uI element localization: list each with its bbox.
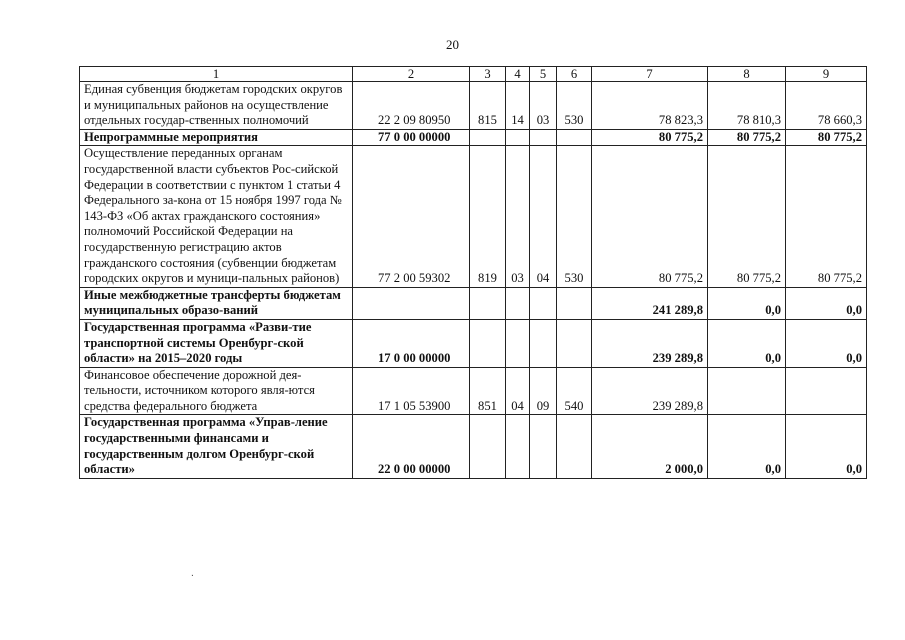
row-amount-cell-7: 80 775,2 [592,146,708,287]
row-cell-3: 851 [470,367,506,415]
header-cell: 2 [353,67,470,82]
row-amount-cell-7: 239 289,8 [592,367,708,415]
row-cell-5 [530,415,557,478]
row-cell-4 [506,129,530,146]
row-cell-6: 540 [557,367,592,415]
row-code-cell: 77 2 00 59302 [353,146,470,287]
row-amount-cell-8: 0,0 [708,319,786,367]
row-amount-cell-8: 78 810,3 [708,82,786,130]
table-body [80,67,867,479]
row-cell-5 [530,287,557,319]
row-name-cell: Осуществление переданных органам государственной власти субъектов Рос-сийской Федерации в соответствии с пунктом 1 статьи 4 Федерального за-кона от 15 ноября 1997 года № 143-ФЗ «Об актах гражданского состояния» полномочий Российской Федерации на государственную регистрацию актов гражданского состояния (субвенции бюджетам городских округов и муници-пальных районов) [80,146,353,287]
header-cell: 1 [80,67,353,82]
row-cell-3: 815 [470,82,506,130]
row-cell-3 [470,319,506,367]
row-name-cell: Финансовое обеспечение дорожной дея-тельности, источником которого явля-ются средства федерального бюджета [80,367,353,415]
row-amount-cell-8: 0,0 [708,287,786,319]
row-cell-4: 03 [506,146,530,287]
header-cell: 4 [506,67,530,82]
row-amount-cell-9 [786,367,867,415]
row-amount-cell-7: 2 000,0 [592,415,708,478]
row-code-cell: 17 0 00 00000 [353,319,470,367]
table-row [80,367,867,415]
row-amount-cell-9: 0,0 [786,415,867,478]
row-cell-4 [506,319,530,367]
row-name-cell: Единая субвенция бюджетам городских округов и муниципальных районов на осуществление отдельных государ-ственных полномочий [80,82,353,130]
row-cell-4: 04 [506,367,530,415]
header-cell: 8 [708,67,786,82]
row-cell-5: 03 [530,82,557,130]
row-name-cell: Государственная программа «Управ-ление государственными финансами и государственным долгом Оренбург-ской области» [80,415,353,478]
row-cell-3 [470,129,506,146]
row-amount-cell-7: 239 289,8 [592,319,708,367]
row-amount-cell-9: 0,0 [786,287,867,319]
header-cell: 6 [557,67,592,82]
row-name-cell: Иные межбюджетные трансферты бюджетам муниципальных образо-ваний [80,287,353,319]
row-code-cell: 22 0 00 00000 [353,415,470,478]
table-header-row [80,67,867,82]
row-cell-6: 530 [557,82,592,130]
row-amount-cell-9: 0,0 [786,319,867,367]
row-amount-cell-9: 80 775,2 [786,129,867,146]
row-cell-6: 530 [557,146,592,287]
row-cell-5: 09 [530,367,557,415]
row-amount-cell-8 [708,367,786,415]
row-amount-cell-7: 241 289,8 [592,287,708,319]
budget-table [79,66,867,479]
row-cell-3 [470,287,506,319]
row-cell-4 [506,415,530,478]
row-amount-cell-7: 78 823,3 [592,82,708,130]
stray-mark: ˑ [191,572,194,583]
table-row [80,129,867,146]
row-code-cell [353,287,470,319]
row-name-cell: Государственная программа «Разви-тие транспортной системы Оренбург-ской области» на 2015–2020 годы [80,319,353,367]
row-cell-6 [557,129,592,146]
table-row [80,287,867,319]
table-row [80,415,867,478]
row-amount-cell-8: 80 775,2 [708,146,786,287]
row-cell-4 [506,287,530,319]
header-cell: 7 [592,67,708,82]
row-cell-5 [530,319,557,367]
row-cell-3 [470,415,506,478]
table-row [80,319,867,367]
row-code-cell: 22 2 09 80950 [353,82,470,130]
header-cell: 3 [470,67,506,82]
row-cell-6 [557,415,592,478]
row-code-cell: 17 1 05 53900 [353,367,470,415]
row-cell-5 [530,129,557,146]
row-name-cell: Непрограммные мероприятия [80,129,353,146]
row-cell-3: 819 [470,146,506,287]
row-code-cell: 77 0 00 00000 [353,129,470,146]
table-row [80,82,867,130]
row-cell-5: 04 [530,146,557,287]
row-amount-cell-9: 80 775,2 [786,146,867,287]
row-cell-6 [557,319,592,367]
header-cell: 9 [786,67,867,82]
row-amount-cell-9: 78 660,3 [786,82,867,130]
row-amount-cell-7: 80 775,2 [592,129,708,146]
row-amount-cell-8: 80 775,2 [708,129,786,146]
row-amount-cell-8: 0,0 [708,415,786,478]
page-number: 20 [446,37,459,52]
row-cell-6 [557,287,592,319]
header-cell: 5 [530,67,557,82]
row-cell-4: 14 [506,82,530,130]
table-row [80,146,867,287]
